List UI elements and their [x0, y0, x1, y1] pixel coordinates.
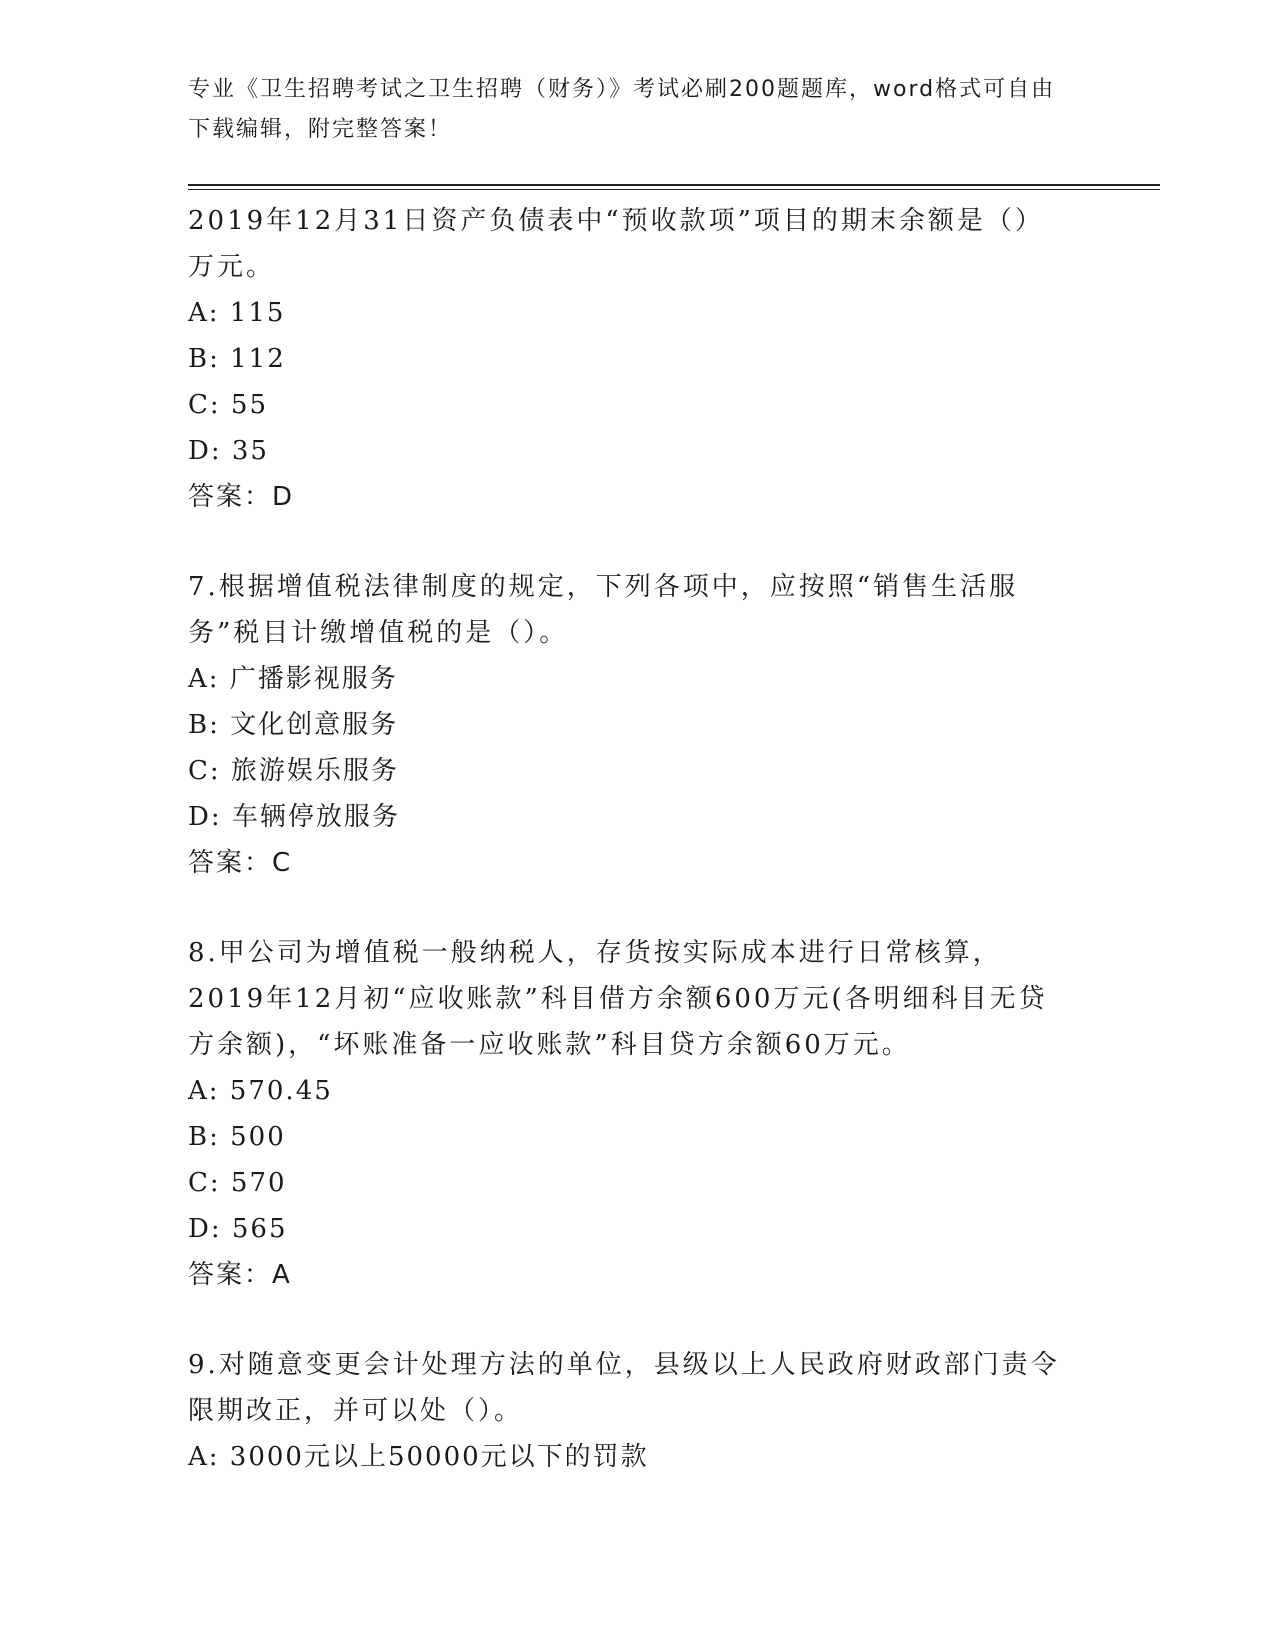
answer-text: 答案：C [188, 848, 293, 878]
option-d: D: 35 [188, 436, 269, 466]
spacer [188, 520, 1158, 564]
spacer [188, 886, 1158, 930]
option-c: C: 570 [188, 1168, 287, 1198]
answer-text: 答案：A [188, 1260, 292, 1290]
question-text: 7.根据增值税法律制度的规定，下列各项中，应按照“销售生活服务”税目计缴增值税的是（）。 [188, 572, 1019, 648]
question-text: 9.对随意变更会计处理方法的单位，县级以上人民政府财政部门责令限期改正，并可以处（）。 [188, 1350, 1060, 1426]
option-d: D: 车辆停放服务 [188, 802, 400, 832]
document-page [188, 70, 1158, 1480]
option-b: B: 112 [188, 344, 286, 374]
divider-thin-line [188, 189, 1160, 190]
question-block [188, 564, 1158, 886]
divider-thick-line [188, 184, 1160, 186]
option-a: A: 广播影视服务 [188, 664, 398, 694]
option-b: B: 500 [188, 1122, 286, 1152]
answer-text: 答案：D [188, 482, 295, 512]
question-block [188, 930, 1158, 1298]
option-b: B: 文化创意服务 [188, 710, 399, 740]
header-divider [188, 184, 1160, 190]
document-intro: 专业《卫生招聘考试之卫生招聘（财务）》考试必刷200题题库，word格式可自由下载编辑，附完整答案！ [188, 77, 1056, 142]
question-block [188, 1342, 1158, 1480]
question-block [188, 198, 1158, 520]
option-d: D: 565 [188, 1214, 288, 1244]
option-c: C: 旅游娱乐服务 [188, 756, 399, 786]
option-c: C: 55 [188, 390, 269, 420]
question-text: 2019年12月31日资产负债表中“预收款项”项目的期末余额是（）万元。 [188, 206, 1044, 282]
option-a: A: 3000元以上50000元以下的罚款 [188, 1442, 649, 1472]
option-a: A: 570.45 [188, 1076, 333, 1106]
question-text: 8.甲公司为增值税一般纳税人，存货按实际成本进行日常核算，2019年12月初“应收账款”科目借方余额600万元(各明细科目无贷方余额)，“坏账准备一应收账款”科目贷方余额60万元。 [188, 938, 1048, 1060]
option-a: A: 115 [188, 298, 286, 328]
spacer [188, 1298, 1158, 1342]
